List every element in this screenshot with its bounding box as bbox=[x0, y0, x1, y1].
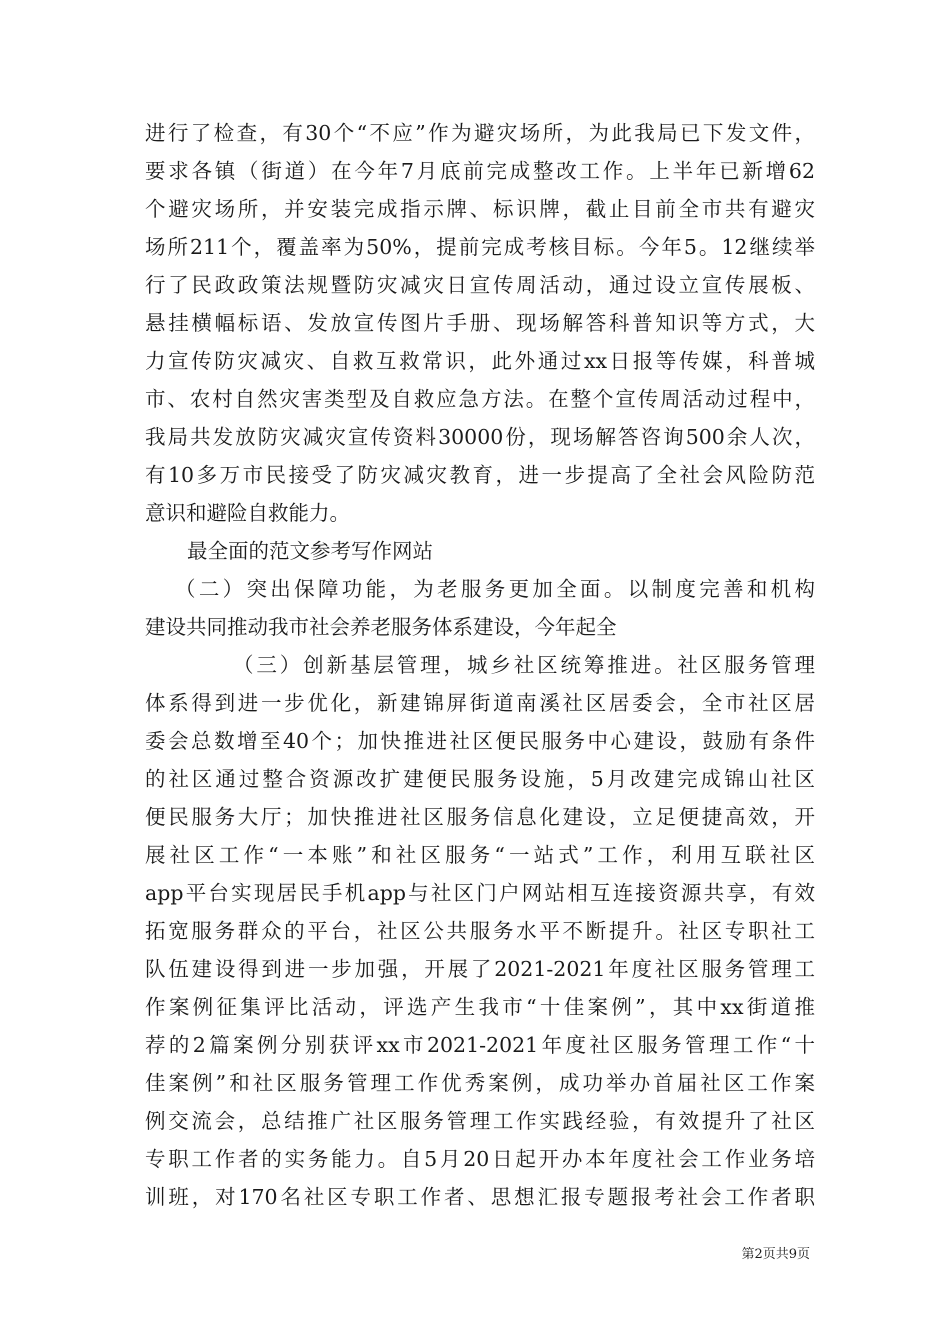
text-line: 队伍建设得到进一步加强，开展了2021-2021年度社区服务管理工 bbox=[145, 957, 815, 981]
text-line: 我局共发放防灾减灾宣传资料30000份，现场解答咨询500余人次， bbox=[145, 425, 815, 449]
text-line: 要求各镇（街道）在今年7月底前完成整改工作。上半年已新增62 bbox=[145, 159, 815, 183]
text-line: 专职工作者的实务能力。自5月20日起开办本年度社会工作业务培 bbox=[145, 1147, 815, 1171]
text-line: 有10多万市民接受了防灾减灾教育，进一步提高了全社会风险防范 bbox=[145, 463, 815, 487]
text-line: app平台实现居民手机app与社区门户网站相互连接资源共享，有效 bbox=[145, 881, 815, 905]
text-line: 委会总数增至40个；加快推进社区便民服务中心建设，鼓励有条件 bbox=[145, 729, 815, 753]
text-line: 场所211个，覆盖率为50%，提前完成考核目标。今年5。12继续举 bbox=[145, 235, 815, 259]
text-line: 体系得到进一步优化，新建锦屏街道南溪社区居委会，全市社区居 bbox=[145, 691, 815, 715]
text-line: 的社区通过整合资源改扩建便民服务设施，5月改建完成锦山社区 bbox=[145, 767, 815, 791]
text-line: 展社区工作“一本账”和社区服务“一站式”工作，利用互联社区 bbox=[145, 843, 815, 867]
text-line: 佳案例”和社区服务管理工作优秀案例，成功举办首届社区工作案 bbox=[145, 1071, 815, 1095]
text-line: 悬挂横幅标语、发放宣传图片手册、现场解答科普知识等方式，大 bbox=[145, 311, 815, 335]
text-line: 个避灾场所，并安装完成指示牌、标识牌，截止目前全市共有避灾 bbox=[145, 197, 815, 221]
text-line: 荐的2篇案例分别获评xx市2021-2021年度社区服务管理工作“十 bbox=[145, 1033, 815, 1057]
text-line: 意识和避险自救能力。 bbox=[145, 501, 350, 525]
text-line: 例交流会，总结推广社区服务管理工作实践经验，有效提升了社区 bbox=[145, 1109, 815, 1133]
text-line: （二）突出保障功能，为老服务更加全面。以制度完善和机构 bbox=[175, 577, 815, 601]
text-line: 训班，对170名社区专职工作者、思想汇报专题报考社会工作者职 bbox=[145, 1185, 815, 1209]
text-line: 进行了检查，有30个“不应”作为避灾场所，为此我局已下发文件， bbox=[145, 121, 815, 145]
text-line: 力宣传防灾减灾、自救互救常识，此外通过xx日报等传媒，科普城 bbox=[145, 349, 815, 373]
text-line: 行了民政政策法规暨防灾减灾日宣传周活动，通过设立宣传展板、 bbox=[145, 273, 815, 297]
text-line: 作案例征集评比活动，评选产生我市“十佳案例”，其中xx街道推 bbox=[145, 995, 815, 1019]
text-line: 建设共同推动我市社会养老服务体系建设，今年起全 bbox=[145, 615, 617, 639]
text-line: （三）创新基层管理，城乡社区统筹推进。社区服务管理 bbox=[233, 653, 815, 677]
text-line: 最全面的范文参考写作网站 bbox=[187, 539, 433, 563]
text-line: 便民服务大厅；加快推进社区服务信息化建设，立足便捷高效，开 bbox=[145, 805, 815, 829]
page-number: 第2页共9页 bbox=[741, 1247, 810, 1262]
text-line: 市、农村自然灾害类型及自救应急方法。在整个宣传周活动过程中， bbox=[145, 387, 815, 411]
text-line: 拓宽服务群众的平台，社区公共服务水平不断提升。社区专职社工 bbox=[145, 919, 815, 943]
